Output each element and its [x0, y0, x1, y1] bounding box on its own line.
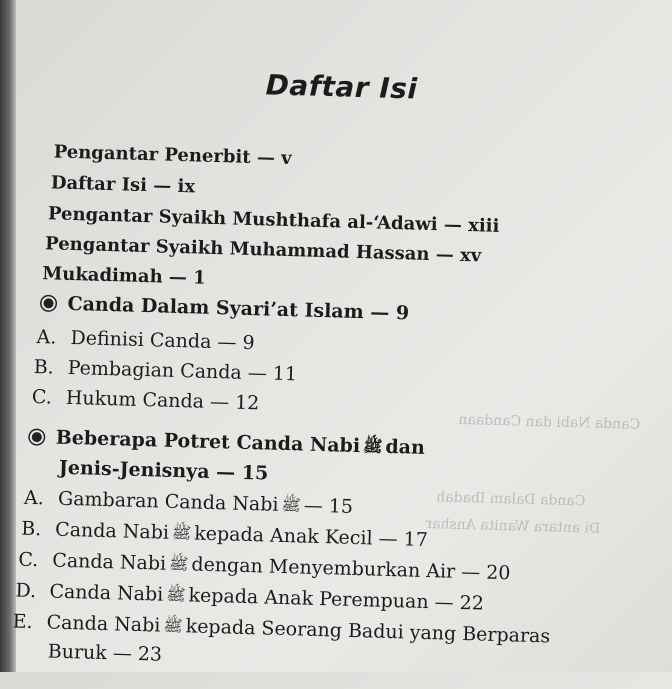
toc-entry-front: Daftar Isi — ix — [50, 172, 196, 198]
page-title: Daftar Isi — [265, 68, 418, 106]
toc-sub-entry — [33, 356, 297, 385]
toc-sub-entry — [15, 580, 484, 617]
chapter-title: Canda Dalam Syari’at Islam — 9 — [67, 292, 410, 325]
entry-label: A. — [36, 326, 57, 349]
bullet-icon — [43, 298, 53, 308]
toc-sub-entry — [36, 326, 255, 354]
entry-text: Canda Nabi — [46, 611, 161, 637]
chapter-heading — [43, 292, 409, 324]
chapter-heading — [31, 426, 425, 460]
entry-text: Canda Nabi — [54, 518, 170, 544]
bleed-through-text: Di antara Wanita Anshar — [425, 515, 601, 537]
entry-label: B. — [33, 355, 55, 379]
toc-entry-front: Pengantar Penerbit — v — [53, 141, 292, 170]
salawat-icon: ﷺ — [168, 553, 189, 573]
entry-text: Gambaran Canda Nabi — [57, 487, 279, 516]
entry-label: C. — [18, 548, 39, 572]
entry-text: Pembagian Canda — 11 — [67, 356, 298, 386]
bullet-icon — [32, 432, 42, 442]
toc-entry-front: Pengantar Syaikh Muhammad Hassan — xv — [44, 233, 482, 267]
entry-label: B. — [20, 517, 42, 541]
entry-label: A. — [23, 486, 45, 510]
salawat-icon: ﷺ — [281, 494, 302, 514]
toc-sub-entry — [24, 487, 354, 520]
salawat-icon: ﷺ — [166, 584, 186, 604]
entry-text: kepada Seorang Badui yang Berparas — [185, 615, 551, 648]
toc-entry-front: Mukadimah — 1 — [42, 263, 207, 289]
bleed-through-text: Canda Dalam Ibadah — [436, 489, 586, 510]
toc-sub-entry — [18, 549, 511, 586]
entry-text: — 15 — [303, 494, 354, 518]
salawat-icon: ﷺ — [171, 522, 192, 542]
entry-text: Definisi Canda — 9 — [70, 326, 255, 355]
toc-sub-entry — [21, 518, 428, 553]
toc-sub-entry — [32, 386, 260, 414]
salawat-icon: ﷺ — [362, 435, 383, 456]
salawat-icon: ﷺ — [163, 615, 184, 635]
bleed-through-text: Canda Nabi dan Candaan — [458, 411, 641, 433]
entry-label: E. — [12, 610, 33, 634]
chapter-title: Beberapa Potret Canda Nabi — [55, 426, 361, 458]
entry-text: Hukum Canda — 12 — [65, 386, 260, 415]
entry-label: D. — [15, 579, 37, 603]
chapter-title-cont: dan — [385, 435, 426, 459]
chapter-title-line2: Jenis-Jenisnya — 15 — [58, 456, 269, 485]
entry-text: kepada Anak Perempuan — 22 — [188, 584, 485, 615]
entry-text: Canda Nabi — [49, 580, 164, 606]
entry-label: C. — [31, 385, 53, 409]
entry-text: dengan Menyemburkan Air — 20 — [191, 553, 511, 585]
entry-text: kepada Anak Kecil — 17 — [194, 522, 429, 552]
toc-sub-entry-cont: Buruk — 23 — [47, 640, 163, 666]
toc-entry-front: Pengantar Syaikh Mushthafa al-‘Adawi — xiii — [47, 203, 500, 237]
entry-text: Canda Nabi — [52, 549, 167, 575]
